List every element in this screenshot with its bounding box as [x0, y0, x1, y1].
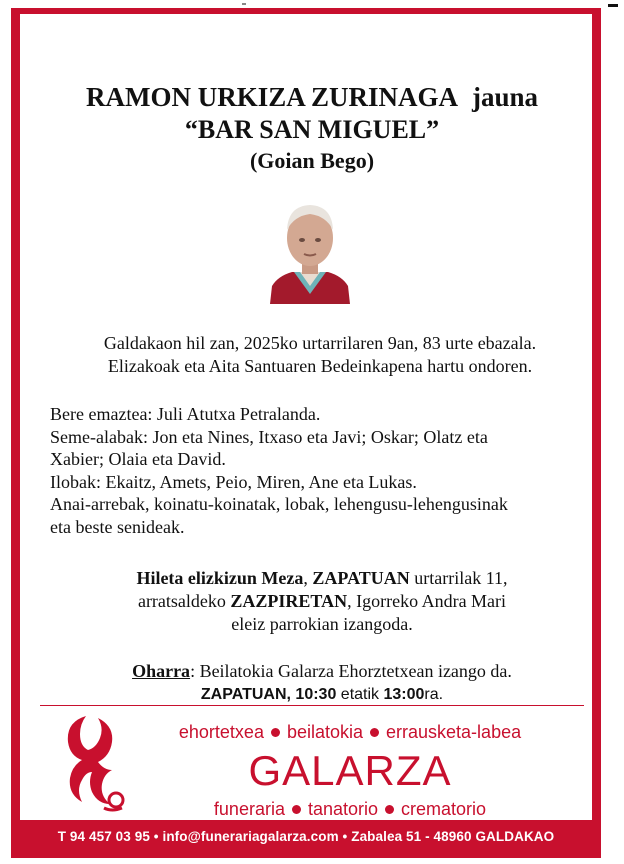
business-name: “BAR SAN MIGUEL” [184, 115, 440, 144]
mass-date: urtarrilak 11, [414, 568, 508, 588]
service-ehortetxea: ehortetxea [178, 722, 264, 742]
children-line-cont: Xabier; Olaia eta David. [50, 449, 226, 469]
note-suffix: ra. [424, 686, 444, 703]
bullet-icon [385, 805, 394, 814]
note-label: Oharra [132, 661, 191, 681]
divider-line [40, 705, 584, 706]
sacraments-line: Elizakoak eta Aita Santuaren Bedeinkapena hartu ondoren. [107, 356, 533, 376]
wake-note [20, 660, 624, 706]
mass-prefix: arratsaldeko [137, 591, 226, 611]
mass-church: , Igorreko Andra Mari [347, 591, 507, 611]
scan-dot [242, 3, 246, 5]
service-tanatorio: tanatorio [307, 799, 379, 819]
place-note: (Goian Bego) [249, 148, 375, 173]
service-errausketa: errausketa-labea [386, 722, 522, 742]
mass-day: ZAPATUAN [312, 568, 410, 588]
mass-label: Hileta elizkizun Meza [136, 568, 304, 588]
note-from: , 10:30 [286, 686, 337, 703]
note-day: ZAPATUAN [200, 686, 287, 703]
grandchildren-line: Ilobak: Ekaitz, Amets, Peio, Miren, Ane eta Lukas. [50, 471, 417, 492]
deceased-name [0, 82, 624, 113]
note-to: 13:00 [383, 686, 425, 703]
relatives-line: Anai-arrebak, koinatu-koinatak, lobak, lehengusu-lehengusinak [50, 494, 508, 514]
mass-info [40, 567, 604, 636]
mass-hour: ZAZPIRETAN [230, 591, 348, 611]
services-basque [140, 722, 560, 743]
mass-church-cont: eleiz parrokian izangoda. [231, 614, 413, 634]
mass-sep: , [303, 568, 308, 588]
family-list [50, 403, 590, 538]
bullet-icon [370, 728, 379, 737]
relatives-line-cont: eta beste senideak. [50, 516, 185, 537]
service-funeraria: funeraria [213, 799, 285, 819]
contact-info: T 94 457 03 95 • info@funerariagalarza.com • Zabalea 51 - 48960 GALDAKAO [57, 829, 555, 844]
death-notice [30, 332, 610, 378]
services-spanish [140, 799, 560, 820]
bullet-icon [292, 805, 301, 814]
name-text: RAMON URKIZA ZURINAGA [85, 82, 458, 112]
death-line: Galdakaon hil zan, 2025ko urtarrilaren 9an, 83 urte ebazala. [103, 333, 537, 353]
wife-line: Bere emaztea: Juli Atutxa Petralanda. [50, 404, 321, 424]
note-text: : Beilatokia Galarza Ehorztetxean izango da. [190, 661, 512, 681]
service-beilatokia: beilatokia [286, 722, 364, 742]
note-etatik: etatik [340, 686, 380, 703]
honorific-text: jauna [471, 82, 539, 112]
galarza-logo-icon [52, 712, 132, 812]
children-line: Seme-alabak: Jon eta Nines, Itxaso eta Javi; Oskar; Olatz eta [50, 426, 488, 447]
bullet-icon [271, 728, 280, 737]
scan-mark [608, 4, 618, 7]
service-crematorio: crematorio [401, 799, 487, 819]
brand-name: GALARZA [248, 747, 452, 794]
portrait-photo [268, 200, 352, 304]
